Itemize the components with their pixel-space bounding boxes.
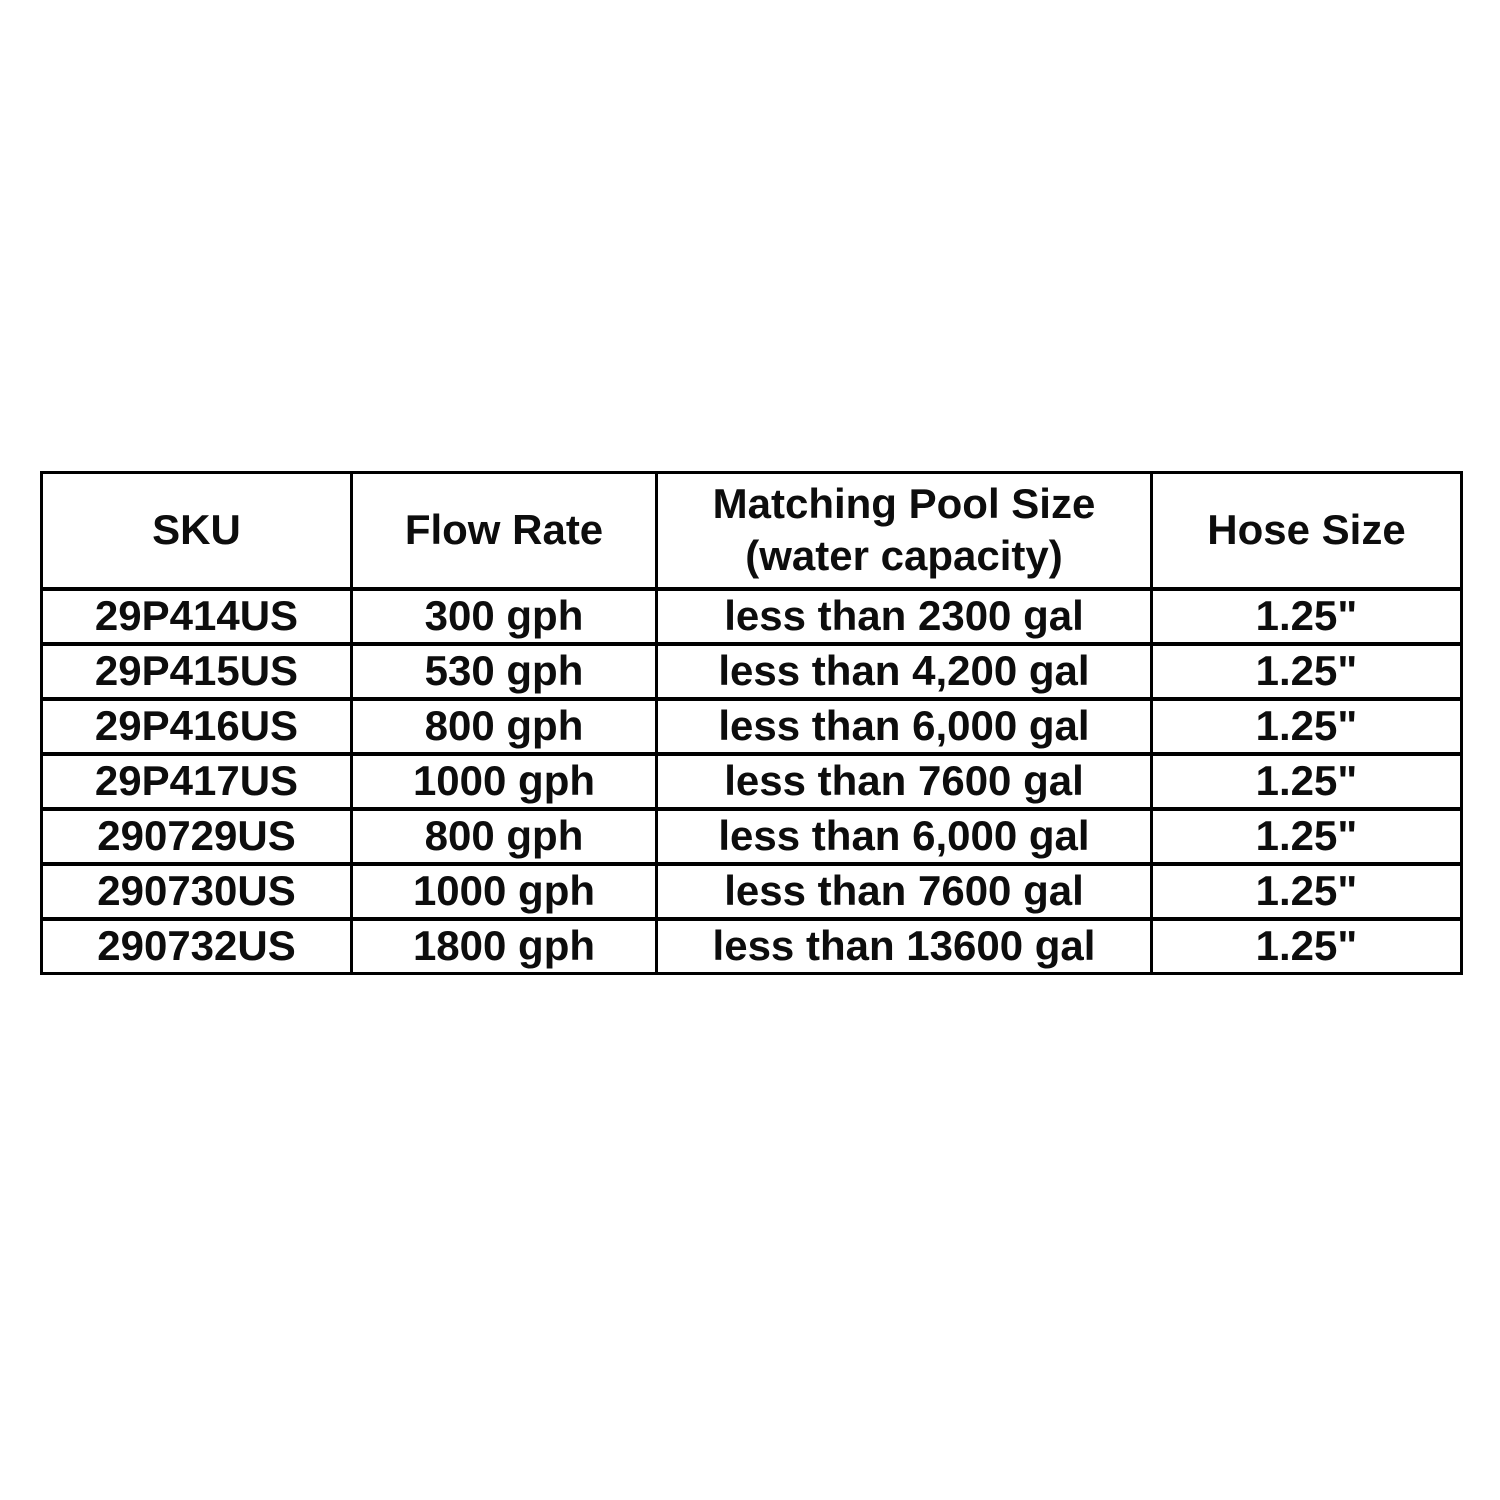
cell-flow-rate: 800 gph xyxy=(352,699,657,754)
table-row xyxy=(42,589,1462,644)
cell-hose-size: 1.25" xyxy=(1152,864,1462,919)
header-pool-size-line2: (water capacity) xyxy=(745,532,1063,580)
header-flow-rate-label: Flow Rate xyxy=(404,506,604,553)
header-flow-rate xyxy=(352,473,657,589)
spec-table xyxy=(40,471,1463,975)
cell-hose-size: 1.25" xyxy=(1152,644,1462,699)
cell-flow-rate: 800 gph xyxy=(352,809,657,864)
cell-hose-size: 1.25" xyxy=(1152,589,1462,644)
header-pool-size xyxy=(657,473,1152,589)
cell-flow-rate: 1000 gph xyxy=(352,864,657,919)
header-sku xyxy=(42,473,352,589)
header-sku-label: SKU xyxy=(152,506,241,553)
table-row xyxy=(42,809,1462,864)
cell-sku: 29P416US xyxy=(42,699,352,754)
cell-sku: 29P414US xyxy=(42,589,352,644)
cell-pool-size: less than 6,000 gal xyxy=(657,809,1152,864)
header-hose-size-label: Hose Size xyxy=(1207,506,1406,553)
header-pool-size-line1: Matching Pool Size xyxy=(712,479,1096,527)
header-hose-size xyxy=(1152,473,1462,589)
cell-hose-size: 1.25" xyxy=(1152,919,1462,974)
cell-sku: 290729US xyxy=(42,809,352,864)
cell-flow-rate: 530 gph xyxy=(352,644,657,699)
table-row xyxy=(42,754,1462,809)
cell-pool-size: less than 13600 gal xyxy=(657,919,1152,974)
cell-sku: 290730US xyxy=(42,864,352,919)
cell-pool-size: less than 6,000 gal xyxy=(657,699,1152,754)
cell-sku: 290732US xyxy=(42,919,352,974)
cell-hose-size: 1.25" xyxy=(1152,809,1462,864)
cell-pool-size: less than 7600 gal xyxy=(657,864,1152,919)
cell-flow-rate: 300 gph xyxy=(352,589,657,644)
cell-flow-rate: 1800 gph xyxy=(352,919,657,974)
table-row xyxy=(42,864,1462,919)
cell-sku: 29P417US xyxy=(42,754,352,809)
cell-pool-size: less than 2300 gal xyxy=(657,589,1152,644)
cell-pool-size: less than 4,200 gal xyxy=(657,644,1152,699)
cell-flow-rate: 1000 gph xyxy=(352,754,657,809)
cell-sku: 29P415US xyxy=(42,644,352,699)
table-row xyxy=(42,919,1462,974)
table-row xyxy=(42,699,1462,754)
cell-hose-size: 1.25" xyxy=(1152,699,1462,754)
cell-pool-size: less than 7600 gal xyxy=(657,754,1152,809)
cell-hose-size: 1.25" xyxy=(1152,754,1462,809)
table-row xyxy=(42,644,1462,699)
header-row xyxy=(42,473,1462,589)
